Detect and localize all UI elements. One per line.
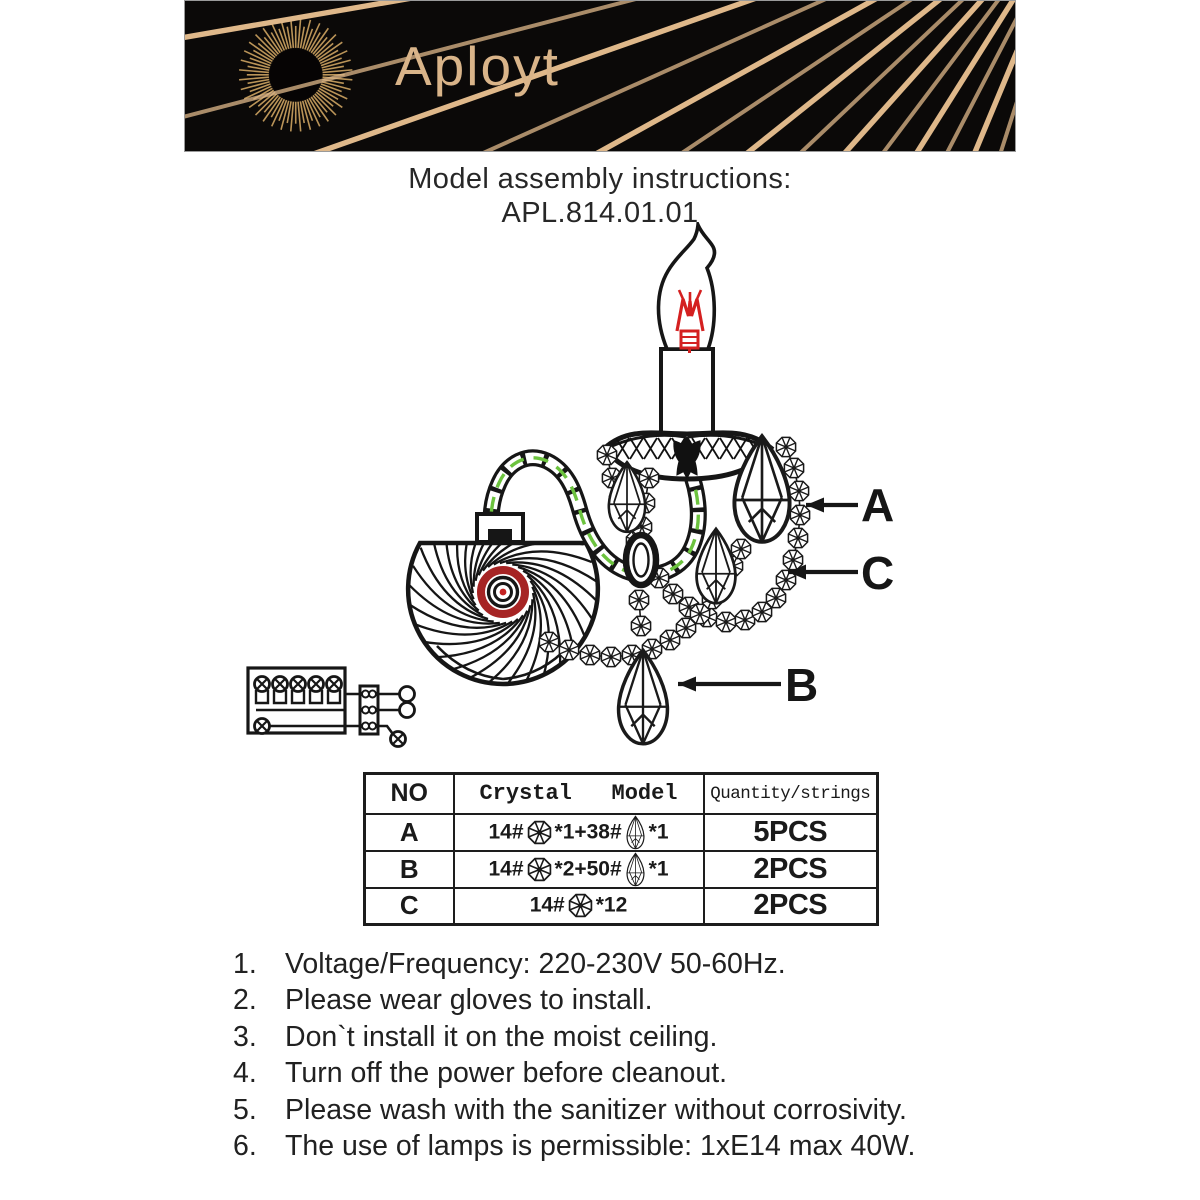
octagon-crystal-icon [527, 820, 552, 845]
row-a-no: A [365, 814, 454, 851]
instruction-item-3: 3. Don`t install it on the moist ceiling. [233, 1020, 718, 1053]
instruction-item-6: 6. The use of lamps is permissible: 1xE14 max 40W. [233, 1130, 916, 1163]
flame-bulb [658, 225, 714, 353]
octagon-crystal-icon [527, 857, 552, 882]
row-b-no: B [365, 851, 454, 888]
row-a-crystal-model: 14# *1+38# *1 [454, 814, 704, 851]
instruction-item-5: 5. Please wash with the sanitizer without corrosivity. [233, 1093, 907, 1126]
col-header-quantity: Quantity/strings [704, 774, 878, 814]
table-row-a [365, 814, 878, 851]
row-c-crystal-model: 14# *12 [454, 888, 704, 925]
row-b-crystal-model: 14# *2+50# *1 [454, 851, 704, 888]
label-C: C [861, 547, 895, 599]
row-b-quantity: 2PCS [704, 851, 878, 888]
title-line1: Model assembly instructions: [408, 163, 792, 195]
page-title [0, 162, 1200, 230]
octagon-crystal-icon [568, 893, 593, 918]
instruction-item-4: 4. Turn off the power before cleanout. [233, 1057, 728, 1090]
crystal-ring [626, 535, 656, 585]
table-header-row [365, 774, 878, 814]
brand-header [184, 0, 1016, 152]
label-A: A [861, 479, 895, 531]
table-row-c [365, 888, 878, 925]
brand-name: Aployt [395, 35, 560, 97]
table-row-b [365, 851, 878, 888]
candle-sleeve [661, 349, 713, 437]
instruction-list [233, 946, 1073, 1164]
row-c-quantity: 2PCS [704, 888, 878, 925]
teardrop-crystal-icon [625, 815, 646, 850]
col-header-no: NO [365, 774, 454, 814]
header-decor [185, 1, 1015, 152]
label-B: B [785, 659, 819, 711]
title-line2-model-code: APL.814.01.01 [501, 197, 699, 229]
row-c-no: C [365, 888, 454, 925]
crystal-parts-table [363, 772, 879, 926]
assembly-diagram [184, 222, 1016, 770]
terminal-block [248, 668, 415, 747]
col-header-crystal-model: Crystal Model [454, 774, 704, 814]
instruction-item-2: 2. Please wear gloves to install. [233, 984, 653, 1017]
row-a-quantity: 5PCS [704, 814, 878, 851]
instruction-item-1: 1. Voltage/Frequency: 220-230V 50-60Hz. [233, 948, 786, 980]
teardrop-crystal-icon [625, 852, 646, 887]
